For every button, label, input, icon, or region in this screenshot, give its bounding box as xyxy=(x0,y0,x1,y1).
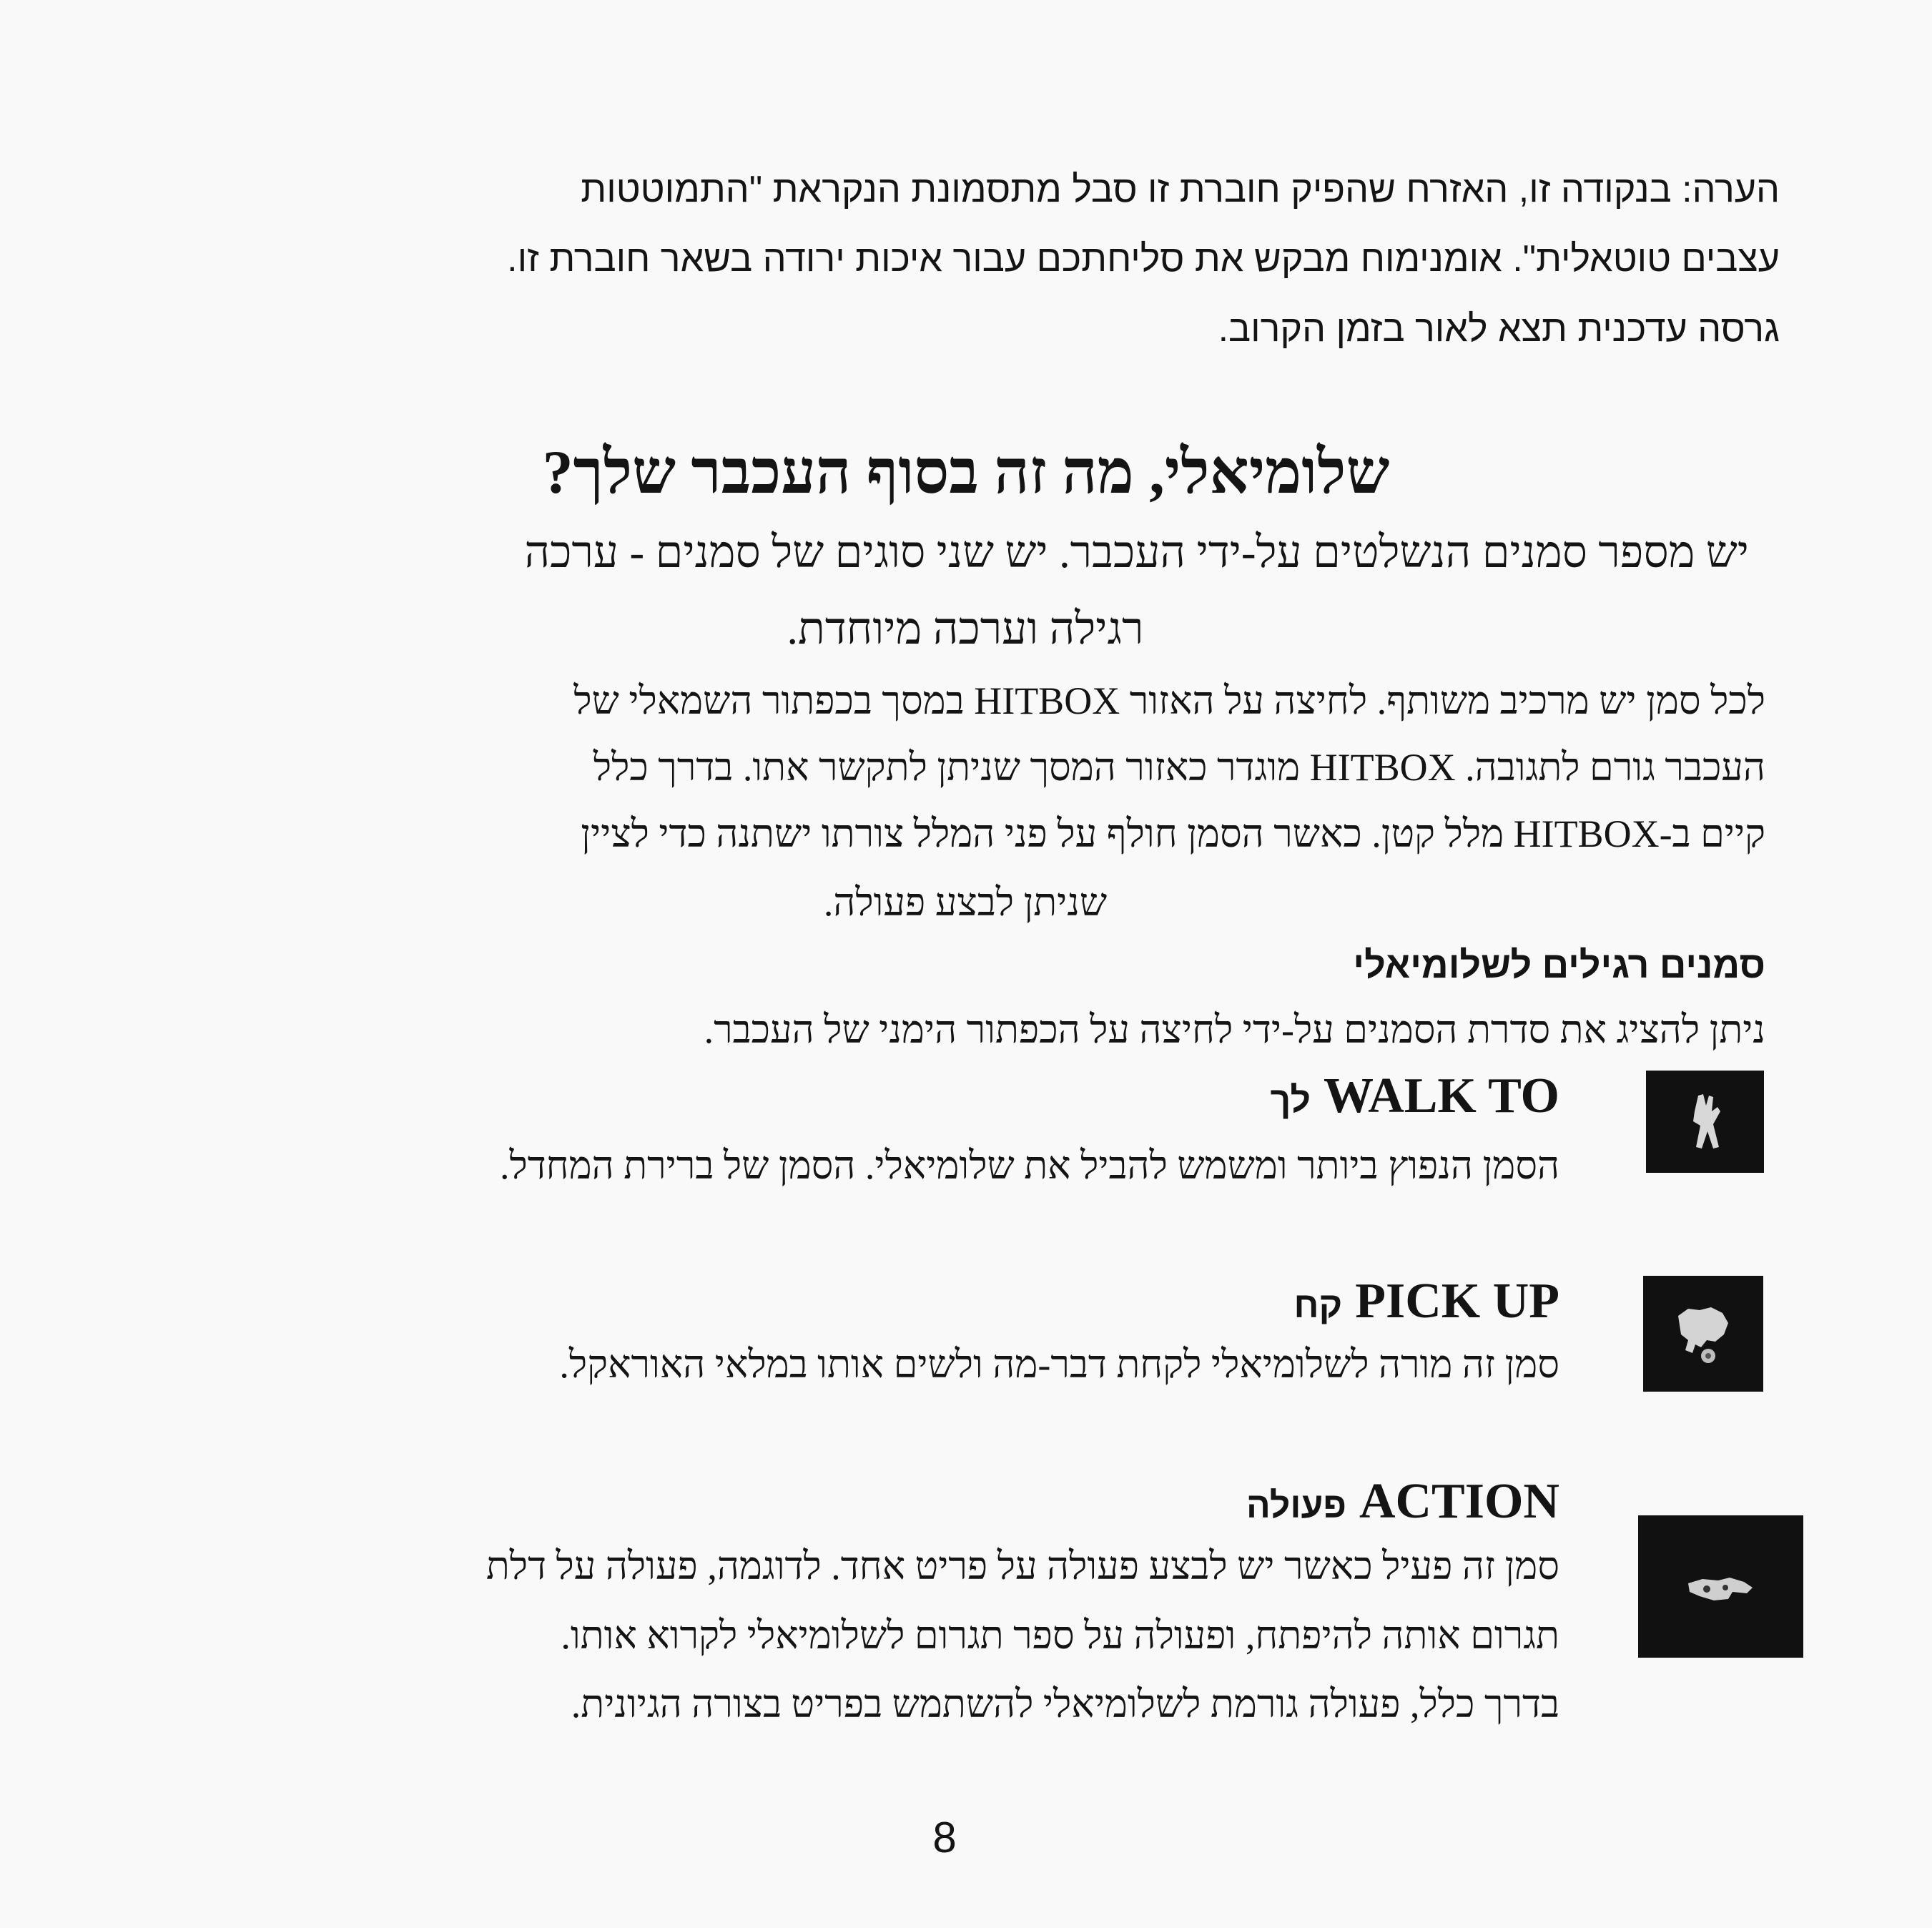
section-title: שלומיאלי, מה זה בסוף העכבר שלך? xyxy=(542,438,1390,506)
grab-hand-icon xyxy=(1643,1276,1763,1392)
note-line: גרסה עדכנית תצא לאור בזמן הקרוב. xyxy=(1218,308,1780,350)
hitbox-line: לכל סמן יש מרכיב משותף. לחיצה על האזור HITBOX במסך בכפתור השמאלי של xyxy=(573,679,1765,722)
action-title xyxy=(1246,1470,1559,1538)
pick-up-title-en: PICK UP xyxy=(1355,1274,1559,1329)
action-title-he: פעולה xyxy=(1246,1485,1346,1525)
note-line: הערה: בנקודה זו, האזרח שהפיק חוברת זו סבל מתסמונת הנקראת "התמוטטות xyxy=(581,169,1780,210)
intro-line: יש מספר סמנים הנשלטים על-ידי העכבר. יש שני סוגים של סמנים - ערכה xyxy=(524,528,1749,577)
hitbox-line: העכבר גורם לתגובה. HITBOX מוגדר כאזור המסך שניתן לתקשר אתו. בדרך כלל xyxy=(593,746,1765,789)
walk-hand-icon xyxy=(1646,1071,1764,1173)
note-line: עצבים טוטאלית". אומנימוח מבקש את סליחתכם עבור איכות ירודה בשאר חוברת זו. xyxy=(507,238,1780,280)
action-description-line: בדרך כלל, פעולה גורמת לשלומיאלי להשתמש בפריט בצורה הגיונית. xyxy=(571,1683,1559,1726)
hitbox-line: שניתן לבצע פעולה. xyxy=(823,881,1108,924)
action-hand-icon xyxy=(1638,1515,1803,1658)
pick-up-description: סמן זה מורה לשלומיאלי לקחת דבר-מה ולשים אותו במלאי האוראקל. xyxy=(559,1343,1559,1386)
regular-cursors-description: ניתן להציג את סדרת הסמנים על-ידי לחיצה על הכפתור הימני של העכבר. xyxy=(704,1008,1765,1051)
walk-to-description: הסמן הנפוץ ביותר ומשמש להביל את שלומיאלי. הסמן של ברירת המחדל. xyxy=(499,1144,1559,1187)
regular-cursors-heading: סמנים רגילים לשלומיאלי xyxy=(1353,945,1765,986)
walk-to-title-he: לך xyxy=(1270,1080,1311,1120)
action-description-line: תגרום אותה להיפתח, ופעולה על ספר תגרום לשלומיאלי לקרוא אותו. xyxy=(561,1614,1559,1657)
intro-line: רגילה וערכה מיוחדת. xyxy=(787,605,1144,654)
action-description-line: סמן זה פעיל כאשר יש לבצע פעולה על פריט אחד. לדוגמה, פעולה על דלת xyxy=(486,1545,1559,1588)
walk-to-title-en: WALK TO xyxy=(1323,1068,1559,1123)
pick-up-title-he: קח xyxy=(1293,1285,1343,1325)
hitbox-line: קיים ב-HITBOX מלל קטן. כאשר הסמן חולף על פני המלל צורתו ישתנה כדי לציין xyxy=(581,812,1765,855)
action-title-en: ACTION xyxy=(1359,1474,1559,1529)
pick-up-title xyxy=(1293,1269,1559,1337)
walk-to-title xyxy=(1271,1064,1559,1132)
page-number: 8 xyxy=(932,1814,957,1861)
